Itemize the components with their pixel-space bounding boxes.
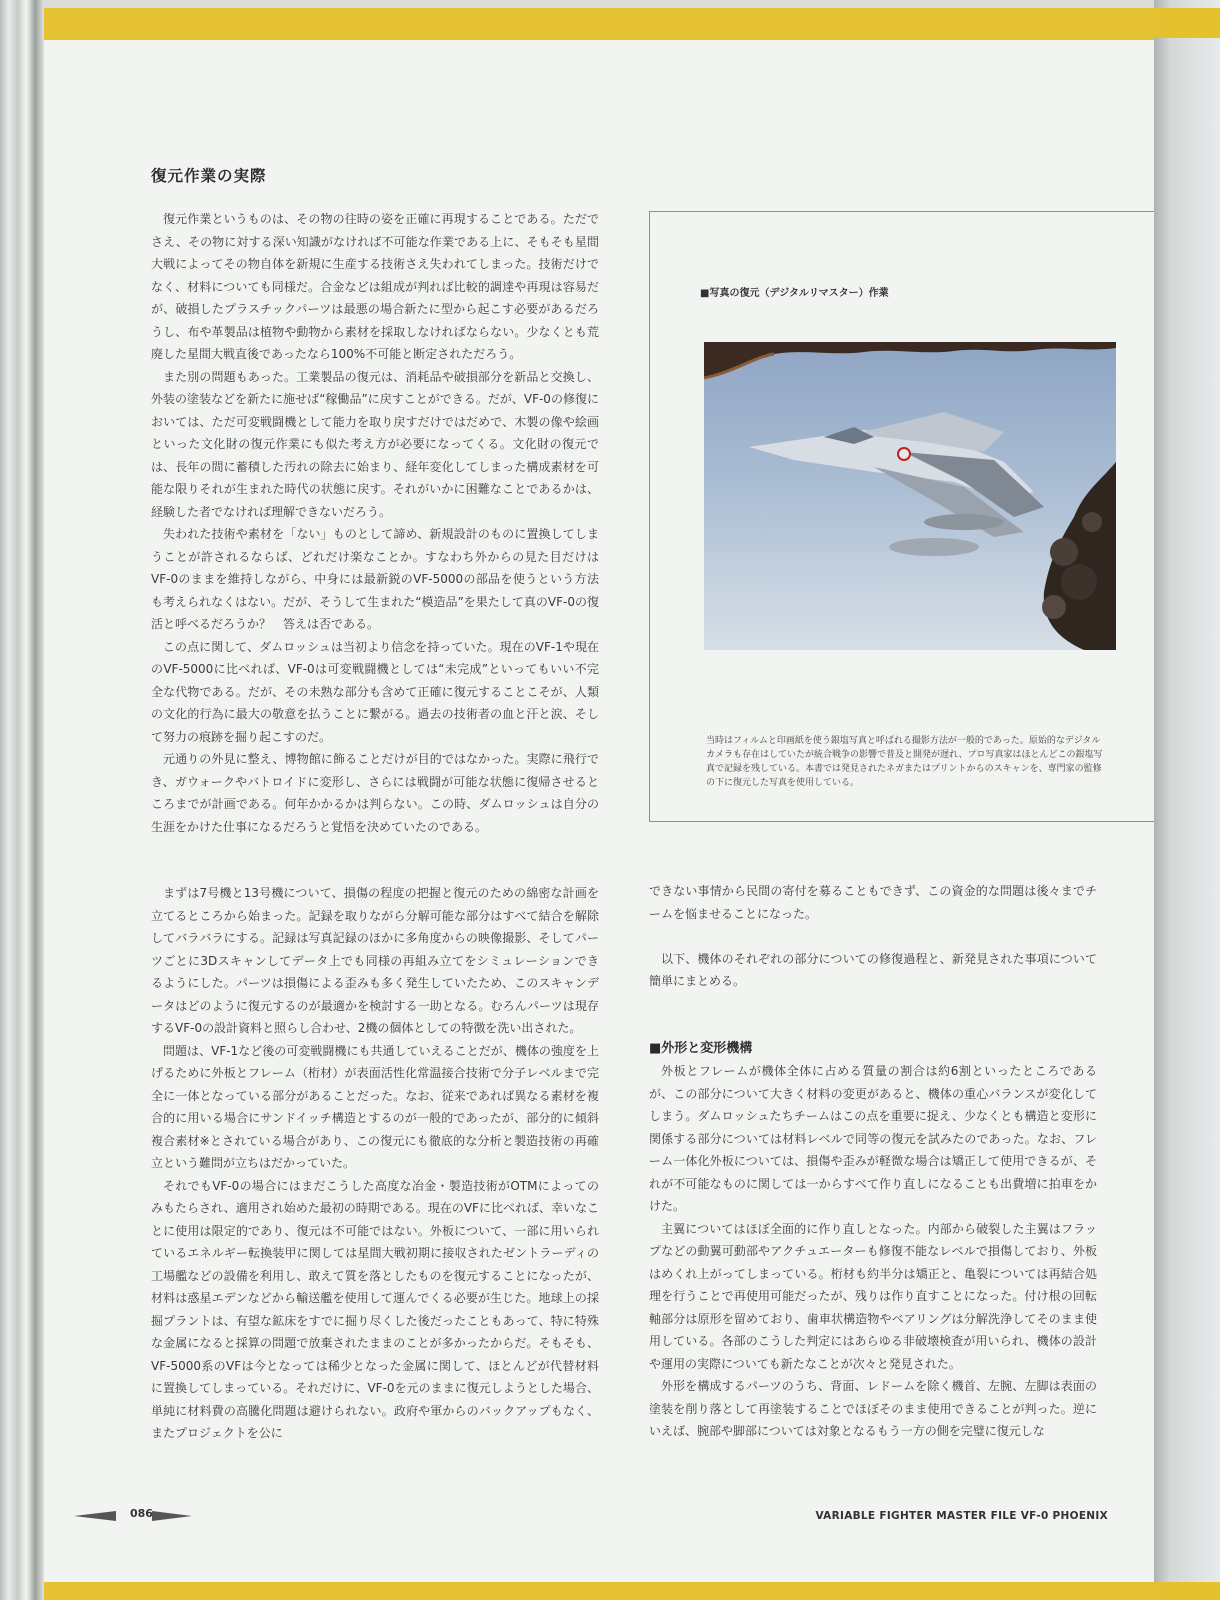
book-spine (0, 0, 44, 1600)
paragraph: また別の問題もあった。工業製品の復元は、消耗品や破損部分を新品と交換し、外装の塗装などを新たに施せば“稼働品”に戻すことができる。だが、VF-0の修復においては、ただ可変戦闘機として能力を取り戻すだけではだめで、木製の像や絵画といった文化財の復元作業にも似た考え方が必要になってくる。文化財の復元では、長年の間に蓄積した汚れの除去に始まり、経年変化してしまった構成素材を可能な限りそれが生まれた時代の状態に戻す。それがいかに困難なことであるかは、経験した者でなければ理解できないだろう。 (151, 369, 599, 519)
left-column-lower (151, 882, 599, 1445)
photo-panel (649, 211, 1154, 822)
paragraph: 失われた技術や素材を「ない」ものとして諦め、新規設計のものに置換してしまうことが許されるならば、どれだけ楽なことか。すなわち外からの見た目だけはVF-0のままを維持しながら、中身には最新鋭のVF-5000の部品を使うという方法も考えられなくはない。だが、そうして生まれた“模造品”を果たして真のVF-0の復活と呼べるだろうか？ 答えは否である。 (151, 527, 599, 631)
paragraph: 外板とフレームが機体全体に占める質量の割合は約6割といったところであるが、この部分について大きく材料の変更があると、機体の重心バランスが変化してしまう。ダムロッシュたちチームはこの点を重要に捉え、少なくとも構造と変形に関係する部分については材料レベルで同等の復元を試みたのであった。なお、フレーム一体化外板については、損傷や歪みが軽微な場合は矯正して使用できるが、それが不可能なものに関しては一からすべて作り直しになることも出費増に拍車をかけた。 (649, 1064, 1097, 1213)
top-color-band (44, 8, 1154, 40)
photo-caption: 当時はフィルムと印画紙を使う銀塩写真と呼ばれる撮影方法が一般的であった。原始的なデジタルカメラも存在はしていたが統合戦争の影響で普及と開発が遅れ、プロ写真家はほとんどこの銀塩写真で記録を残している。本書では発見されたネガまたはプリントからのスキャンを、専門家の監修の下に復元した写真を使用している。 (706, 736, 1103, 788)
paragraph: できない事情から民間の寄付を募ることもできず、この資金的な問題は後々までチームを悩ませることになった。 (649, 884, 1097, 921)
paragraph: 以下、機体のそれぞれの部分についての修復過程と、新発見された事項について簡単にまとめる。 (649, 951, 1097, 988)
adjacent-page-top-band (1154, 8, 1220, 38)
paragraph: 外形を構成するパーツのうち、背面、レドームを除く機首、左腕、左脚は表面の塗装を削り落として再塗装することでほぼそのまま使用できることが判った。逆にいえば、腕部や脚部については対象となるもう一方の側を完璧に復元しな (649, 1379, 1097, 1438)
left-column-upper (151, 208, 599, 838)
aircraft-photo-illustration (704, 342, 1116, 650)
running-footer: VARIABLE FIGHTER MASTER FILE VF-0 PHOENIX (815, 1510, 1108, 1522)
paragraph: 元通りの外見に整え、博物館に飾ることだけが目的ではなかった。実際に飛行でき、ガウォークやバトロイドに変形し、さらには戦闘が可能な状態に復帰させるところまでが計画である。何年かかるかは判らない。この時、ダムロッシュは自分の生涯をかけた仕事になるだろうと覚悟を決めていたのである。 (151, 752, 599, 834)
paragraph: 問題は、VF-1など後の可変戦闘機にも共通していえることだが、機体の強度を上げるために外板とフレーム（桁材）が表面活性化常温接合技術で分子レベルまで完全に一体となっている部分があることだった。なお、従来であれば異なる素材を複合的に用いる場合にサンドイッチ構造とするのが一般的であったが、部分的に傾斜複合素材※とされている場合があり、この復元にも徹底的な分析と製造技術の再確立という難問が立ちはだかっていた。 (151, 1043, 599, 1170)
paragraph: まずは7号機と13号機について、損傷の程度の把握と復元のための綿密な計画を立てるところから始まった。記録を取りながら分解可能な部分はすべて結合を解除してバラバラにする。記録は写真記録のほかに多角度からの映像撮影、そしてパーツごとに3Dスキャンしてデータ上でも同様の再組み立てをシミュレーションできるようにした。パーツは損傷による歪みも多く発生していたため、このスキャンデータはどのように復元するのが最適かを検討する一助となる。むろんパーツは現存するVF-0の設計資料と照らし合わせ、2機の個体としての特徴を洗い出された。 (151, 886, 599, 1035)
restored-photo (704, 342, 1116, 650)
subheading: ■外形と変形機構 (649, 1040, 753, 1056)
paragraph: それでもVF-0の場合にはまだこうした高度な冶金・製造技術がOTMによってのみもたらされ、適用され始めた最初の時期である。現在のVFに比べれば、幸いなことに使用は限定的であり、復元は不可能ではない。外板について、一部に用いられているエネルギー転換装甲に関しては星間大戦初期に接収されたゼントラーディの工場艦などの設備を利用し、敢えて質を落としたものを復元することになったが、材料は惑星エデンなどから輸送艦を使用して運んでくる必要が生じた。地球上の採掘プラントは、有望な鉱床をすでに掘り尽くした後だったこともあって、特に特殊な金属になると採算の問題で放棄されたままのことが多かったからだ。そもそも、VF-5000系のVFは今となっては稀少となった金属に関して、ほとんどが代替材料に置換してしまっている。それだけに、VF-0を元のままに復元しようとした場合、単純に材料費の高騰化問題は避けられない。政府や軍からのバックアップもなく、またプロジェクトを公に (151, 1178, 599, 1440)
document-page (44, 8, 1154, 1600)
paragraph: 復元作業というものは、その物の往時の姿を正確に再現することである。ただでさえ、その物に対する深い知識がなければ不可能な作業である上に、そもそも星間大戦によってその物自体を新規に生産する技術さえ失われてしまった。技術だけでなく、材料についても同様だ。合金などは組成が判れば比較的調達や再現は容易だが、破損したプラスチックパーツは最悪の場合新たに型から起こす必要があるだろうし、布や革製品は植物や動物から素材を採取しなければならない。少なくとも荒廃した星間大戦直後であったなら100%不可能と断定されただろう。 (151, 212, 599, 361)
paragraph: 主翼についてはほぼ全面的に作り直しとなった。内部から破裂した主翼はフラップなどの動翼可動部やアクチュエーターも修復不能なレベルで損傷しており、外板はめくれ上がってしまっている。桁材も約半分は矯正と、亀裂については再結合処理を行うことで再使用可能だったが、残りは作り直すことになった。付け根の回転軸部分は原形を留めており、歯車状構造物やベアリングは分解洗浄してそのまま使用している。各部のこうした判定にはあらゆる非破壊検査が用いられ、機体の設計や運用の実際についても新たなことが次々と発見された。 (649, 1221, 1097, 1371)
page-number: 086 (130, 1507, 153, 1520)
adjacent-page-bottom-band (1154, 1582, 1220, 1600)
paragraph: この点に関して、ダムロッシュは当初より信念を持っていた。現在のVF-1や現在のVF-5000に比べれば、VF-0は可変戦闘機としては“未完成”といってもいい不完全な代物である。だが、その未熟な部分も含めて正確に復元することこそが、人類の文化的行為に最大の敬意を払うことに繋がる。過去の技術者の血と汗と涙、そして努力の痕跡を掘り起こすのだ。 (151, 639, 599, 744)
adjacent-page-edge (1154, 0, 1220, 1600)
bottom-color-band (44, 1582, 1154, 1600)
photo-label: ■写真の復元（デジタルリマスター）作業 (700, 288, 889, 299)
section-title: 復元作業の実際 (151, 167, 267, 185)
right-column (649, 880, 1097, 1443)
